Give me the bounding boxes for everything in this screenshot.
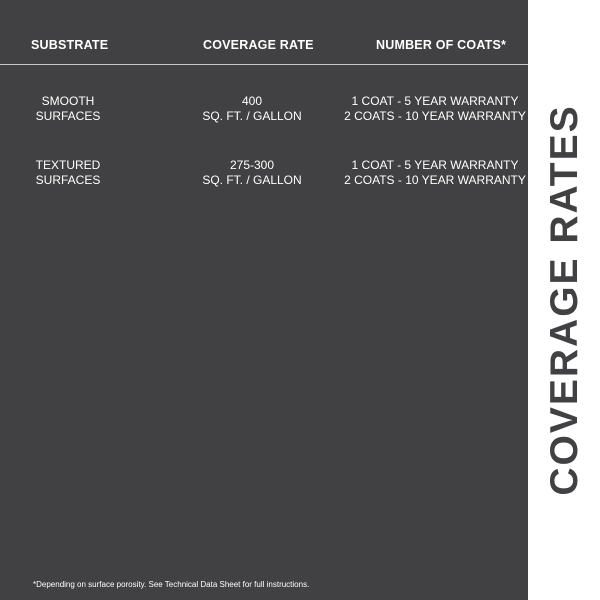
row-smooth-substrate — [0, 94, 136, 124]
coats-option: 1 COAT - 5 YEAR WARRANTY — [351, 158, 519, 172]
row-textured-coats — [330, 158, 540, 188]
coverage-value: 400 — [241, 94, 263, 108]
coverage-unit: SQ. FT. / GALLON — [202, 173, 302, 187]
row-textured-coverage — [186, 158, 318, 188]
substrate-line: TEXTURED — [35, 158, 101, 172]
header-substrate: SUBSTRATE — [31, 38, 109, 52]
row-smooth-coats — [330, 94, 540, 124]
row-smooth-coverage — [186, 94, 318, 124]
header-number-of-coats: NUMBER OF COATS* — [376, 38, 507, 52]
coats-option: 1 COAT - 5 YEAR WARRANTY — [351, 94, 519, 108]
coats-option: 2 COATS - 10 YEAR WARRANTY — [344, 109, 526, 123]
coats-option: 2 COATS - 10 YEAR WARRANTY — [344, 173, 526, 187]
row-textured-substrate — [0, 158, 136, 188]
substrate-line: SURFACES — [35, 109, 101, 123]
header-divider — [0, 64, 528, 65]
coverage-unit: SQ. FT. / GALLON — [202, 109, 302, 123]
coverage-value: 275-300 — [229, 158, 275, 172]
substrate-line: SMOOTH — [41, 94, 95, 108]
header-coverage-rate: COVERAGE RATE — [203, 38, 314, 52]
substrate-line: SURFACES — [35, 173, 101, 187]
side-title: COVERAGE RATES — [543, 104, 586, 496]
footnote: *Depending on surface porosity. See Technical Data Sheet for full instructions. — [33, 580, 310, 589]
